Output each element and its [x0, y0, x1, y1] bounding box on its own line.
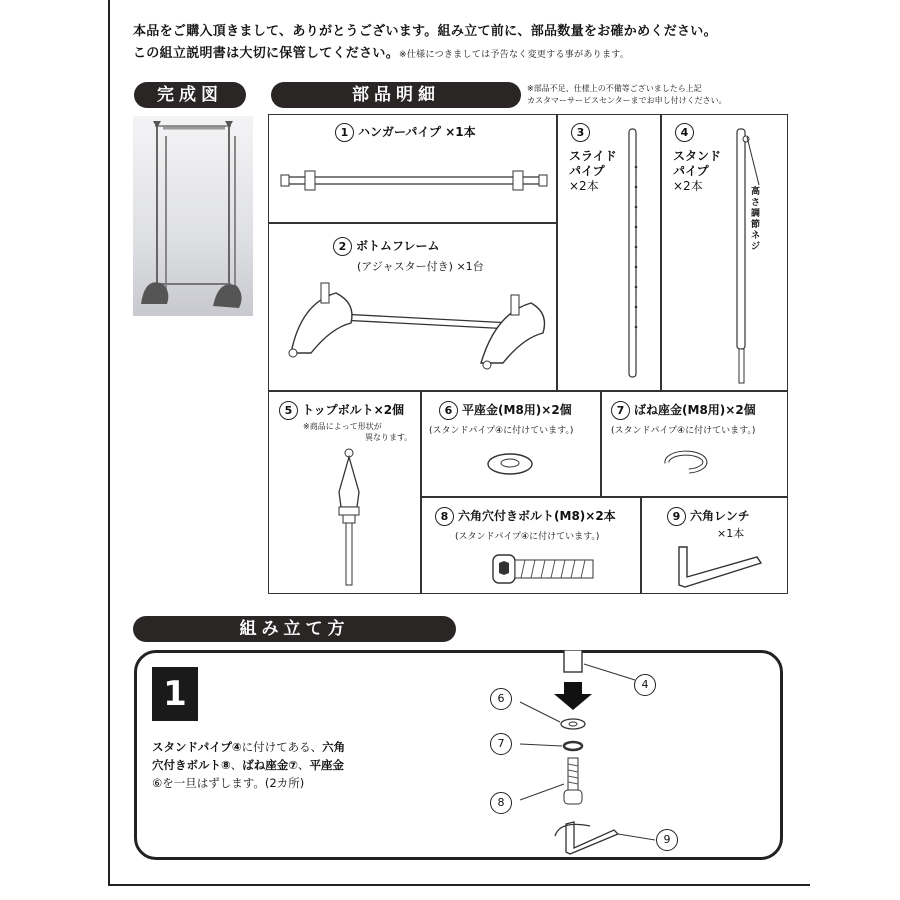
part-3-number-wrap: [571, 123, 594, 142]
part-8-name: 六角穴付きボルト: [458, 509, 555, 523]
part-1-box: [268, 114, 558, 224]
part-4-box: [660, 114, 788, 392]
part-6-number: 6: [439, 401, 458, 420]
spring-washer-icon: [663, 449, 709, 477]
slide-pipe-icon: [625, 127, 641, 387]
part-1-qty: ×1本: [445, 125, 476, 139]
part-2-qty: ×1台: [456, 260, 484, 273]
part-6-qty: ×2個: [541, 403, 572, 417]
part-2-name: ボトムフレーム: [356, 239, 440, 253]
part-3-number: 3: [571, 123, 590, 142]
part-6-spec: (M8用): [498, 403, 542, 417]
part-2-title: [333, 237, 440, 256]
part-2-adjuster-note: (アジャスター付き): [357, 260, 453, 273]
part-8-number: 8: [435, 507, 454, 526]
step-1-stand-pipe: スタンドパイプ④: [152, 740, 242, 754]
part-8-sub: (スタンドパイプ④に付けています。): [455, 532, 600, 542]
step-1-line-3: ⑥を一旦はずします。(2カ所): [152, 776, 305, 790]
part-6-title: [439, 401, 572, 420]
step-1-spring-washer: ばね座金⑦: [242, 758, 298, 772]
callout-9: 9: [656, 829, 678, 851]
part-1-title: [335, 123, 476, 142]
step-1-number: 1: [152, 667, 198, 721]
part-5-name: トップボルト: [302, 403, 374, 417]
part-2-number: 2: [333, 237, 352, 256]
callout-6: 6: [490, 688, 512, 710]
height-screw-label-2: 調節: [751, 209, 761, 230]
part-7-box: [600, 390, 788, 498]
part-8-title: [435, 507, 616, 526]
part-4-title: [673, 149, 721, 194]
part-3-title: [569, 149, 617, 194]
part-3-qty: ×2本: [569, 179, 599, 193]
top-bolt-icon: [329, 447, 369, 587]
part-9-qty: ×1本: [717, 527, 745, 540]
completed-product-photo: [133, 116, 253, 316]
part-2-box: [268, 222, 558, 392]
intro-line-1: 本品をご購入頂きまして、ありがとうございます。組み立て前に、部品数量をお確かめください。: [133, 24, 717, 39]
part-5-box: [268, 390, 422, 594]
step-1-line-1: [152, 738, 392, 756]
step-1-hex: 六角: [322, 740, 346, 754]
part-5-note-1: ※商品によって形状が: [303, 422, 382, 431]
step-1-comma-1: 、: [230, 758, 243, 772]
part-6-box: [420, 390, 602, 498]
parts-note: [527, 83, 727, 107]
step-1-socket-bolt: 穴付きボルト⑧: [152, 758, 231, 772]
flat-washer-icon: [485, 449, 535, 479]
parts-note-line-1: ※部品不足、仕様上の不備等ございましたら上記: [527, 84, 702, 93]
height-screw-label: [751, 187, 767, 253]
height-screw-label-3: ネジ: [751, 231, 761, 252]
part-9-box: [640, 496, 788, 594]
step-1-instructions: [152, 738, 392, 792]
step-1-exploded-diagram: [480, 650, 700, 858]
step-1-comma-2: 、: [298, 758, 310, 772]
part-6-name: 平座金: [462, 403, 499, 417]
complete-diagram-header: 完成図: [134, 82, 246, 108]
callout-4: 4: [634, 674, 656, 696]
part-5-number: 5: [279, 401, 298, 420]
part-8-spec: (M8): [554, 509, 586, 523]
callout-8: 8: [490, 792, 512, 814]
assembly-header: 組み立て方: [133, 616, 456, 642]
part-7-title: [611, 401, 756, 420]
hex-socket-bolt-icon: [489, 551, 599, 587]
part-9-title: [667, 507, 750, 526]
step-1-attached: に付けてある、: [241, 740, 323, 754]
part-7-name: ばね座金: [634, 403, 683, 417]
part-3-box: [556, 114, 662, 392]
part-5-note-2: 異なります。: [365, 433, 413, 442]
step-1-flat-washer: 平座金: [309, 758, 344, 772]
parts-list-header: 部品明細: [271, 82, 521, 108]
part-7-number: 7: [611, 401, 630, 420]
part-4-name-line-2: パイプ: [673, 164, 709, 178]
part-8-qty: ×2本: [585, 509, 616, 523]
part-5-note: [303, 421, 412, 443]
part-3-name-line-2: パイプ: [569, 164, 605, 178]
leader-line-icon: [745, 135, 765, 195]
part-4-qty: ×2本: [673, 179, 703, 193]
hex-wrench-icon: [675, 543, 765, 589]
hanger-pipe-icon: [279, 163, 549, 203]
part-5-title: [279, 401, 404, 420]
part-4-name-line-1: スタンド: [673, 149, 722, 163]
part-6-sub: (スタンドパイプ④に付けています。): [429, 426, 574, 436]
callout-7: 7: [490, 733, 512, 755]
part-2-sub: [357, 258, 484, 274]
part-7-sub: (スタンドパイプ④に付けています。): [611, 426, 756, 436]
step-1-line-2: [152, 756, 392, 774]
part-7-spec: (M8用): [682, 403, 726, 417]
part-3-name-line-1: スライド: [569, 149, 617, 163]
hanger-rack-photo-icon: [133, 116, 253, 316]
part-9-number: 9: [667, 507, 686, 526]
part-1-name: ハンガーパイプ: [358, 125, 442, 139]
parts-note-line-2: カスタマーサービスセンターまでお申し付けください。: [527, 96, 727, 105]
intro-line-2-text: この組立説明書は大切に保管してください。: [133, 46, 400, 61]
part-1-number: 1: [335, 123, 354, 142]
part-8-box: [420, 496, 642, 594]
bottom-frame-icon: [281, 273, 551, 383]
intro-line-2: [133, 42, 629, 61]
part-7-qty: ×2個: [725, 403, 756, 417]
part-4-number-wrap: [675, 123, 698, 142]
intro-spec-note: ※仕様につきましては予告なく変更する事があります。: [399, 50, 630, 60]
part-9-name: 六角レンチ: [690, 509, 750, 523]
part-4-number: 4: [675, 123, 694, 142]
part-5-qty: ×2個: [373, 403, 405, 417]
height-screw-label-1: 高さ: [751, 187, 761, 208]
